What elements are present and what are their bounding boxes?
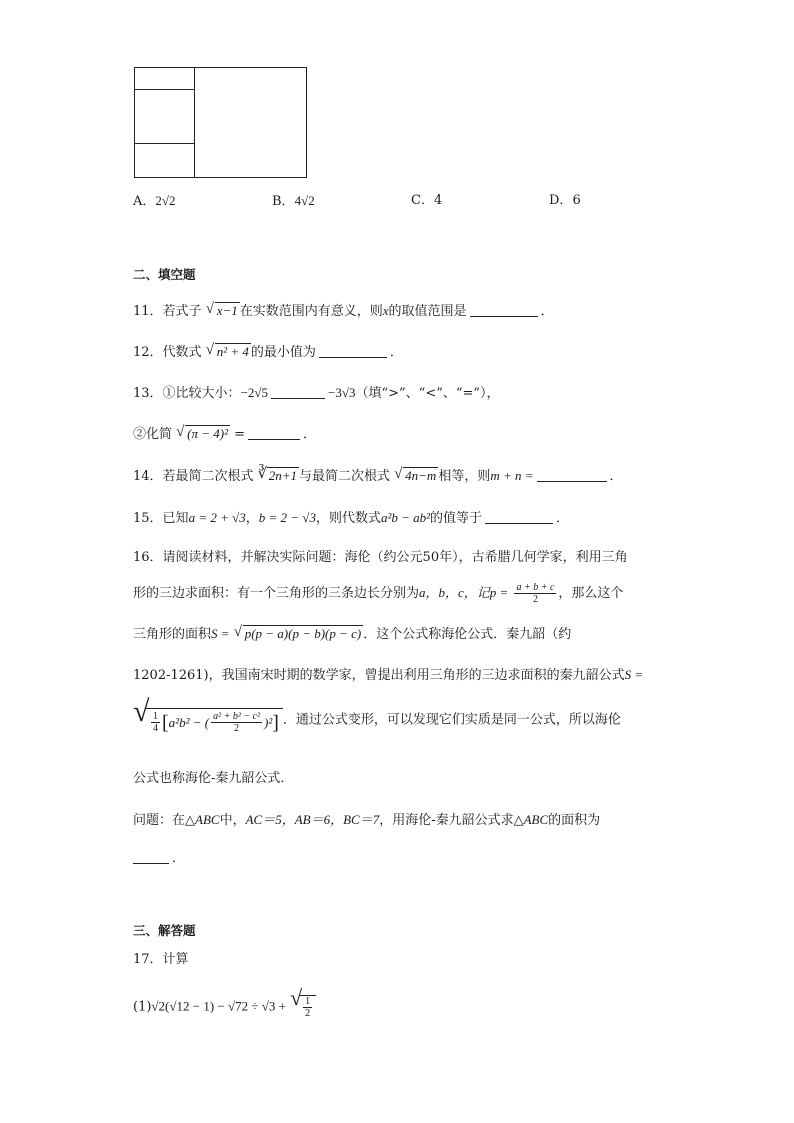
choice-b[interactable]: B．4√2 bbox=[272, 193, 315, 209]
answer-blank[interactable] bbox=[537, 468, 607, 482]
question-12: 12．代数式 √ n² + 4 的最小值为 ． bbox=[133, 342, 403, 360]
question-13-part2: ②化简 √ (π − 4)² = ． bbox=[133, 424, 317, 442]
answer-blank[interactable] bbox=[133, 850, 169, 864]
question-15: 15．已知a = 2 + √3，b = 2 − √3，则代数式a²b − ab²的值等于 ． bbox=[133, 510, 570, 526]
answer-blank[interactable] bbox=[248, 426, 300, 440]
answer-blank[interactable] bbox=[485, 510, 553, 524]
section-title-fill-in: 二、填空题 bbox=[133, 267, 196, 282]
choice-d[interactable]: D．6 bbox=[549, 193, 581, 208]
question-14: 14．若最简二次根式 ∛ 2n+1 与最简二次根式 √ 4n−m 相等，则m + n = ． bbox=[133, 466, 623, 484]
question-16-line3: 三角形的面积S = √ p(p − a)(p − b)(p − c) ．这个公式称海伦公式．秦九韶（约 bbox=[133, 624, 572, 642]
question-16-line5: √ $\frac{1}{4}$ [ a²b² − ( $\frac{\text{a² + b² − c²}}{2}$ )² ] ．通过公式变形，可以发现它们实质是同一公式，所以海伦 bbox=[133, 695, 621, 734]
question-16-line1: 16．请阅读材料，并解决实际问题：海伦（约公元50年），古希腊几何学家，利用三角 bbox=[133, 550, 628, 565]
question-16-line4: 1202-1261)，我国南宋时期的数学家，曾提出利用三角形的三边求面积的秦九韶公式S = bbox=[133, 667, 644, 683]
qin-jiushao-formula: √ $\frac{1}{4}$ [ a²b² − ( $\frac{\text{a² + b² − c²}}{2}$ )² ] bbox=[133, 706, 283, 734]
question-11: 11．若式子 √ x−1 在实数范围内有意义，则x的取值范围是 ． bbox=[133, 301, 554, 319]
answer-blank[interactable] bbox=[319, 344, 387, 358]
section-title-answer: 三、解答题 bbox=[133, 923, 196, 938]
question-16-line6: 公式也称海伦-秦九韶公式． bbox=[133, 771, 294, 786]
question-13-part1: 13．①比较大小：−2√5 −3√3（填“>”、“<”、“=”）， bbox=[133, 385, 500, 401]
question-17: 17．计算 bbox=[133, 952, 189, 967]
question-16-line7: 问题：在△ABC中，AC＝5，AB＝6，BC＝7，用海伦-秦九韶公式求△ABC的面积为 bbox=[133, 812, 601, 828]
answer-blank[interactable] bbox=[470, 303, 538, 317]
answer-blank[interactable] bbox=[271, 385, 325, 399]
question-16-line2: 形的三边求面积：有一个三角形的三条边长分别为a，b，c，记p = $\frac{a + b + c}{2}$ ，那么这个 bbox=[133, 582, 624, 605]
question-16-answer-line: ． bbox=[133, 850, 185, 868]
choice-a[interactable]: A．2√2 bbox=[133, 193, 176, 209]
question-17-part1: (1)√2(√12 − 1) − √72 ÷ √3 + √ $\frac{1}{2}$ bbox=[133, 995, 316, 1019]
choice-c[interactable]: C．4 bbox=[411, 193, 443, 208]
